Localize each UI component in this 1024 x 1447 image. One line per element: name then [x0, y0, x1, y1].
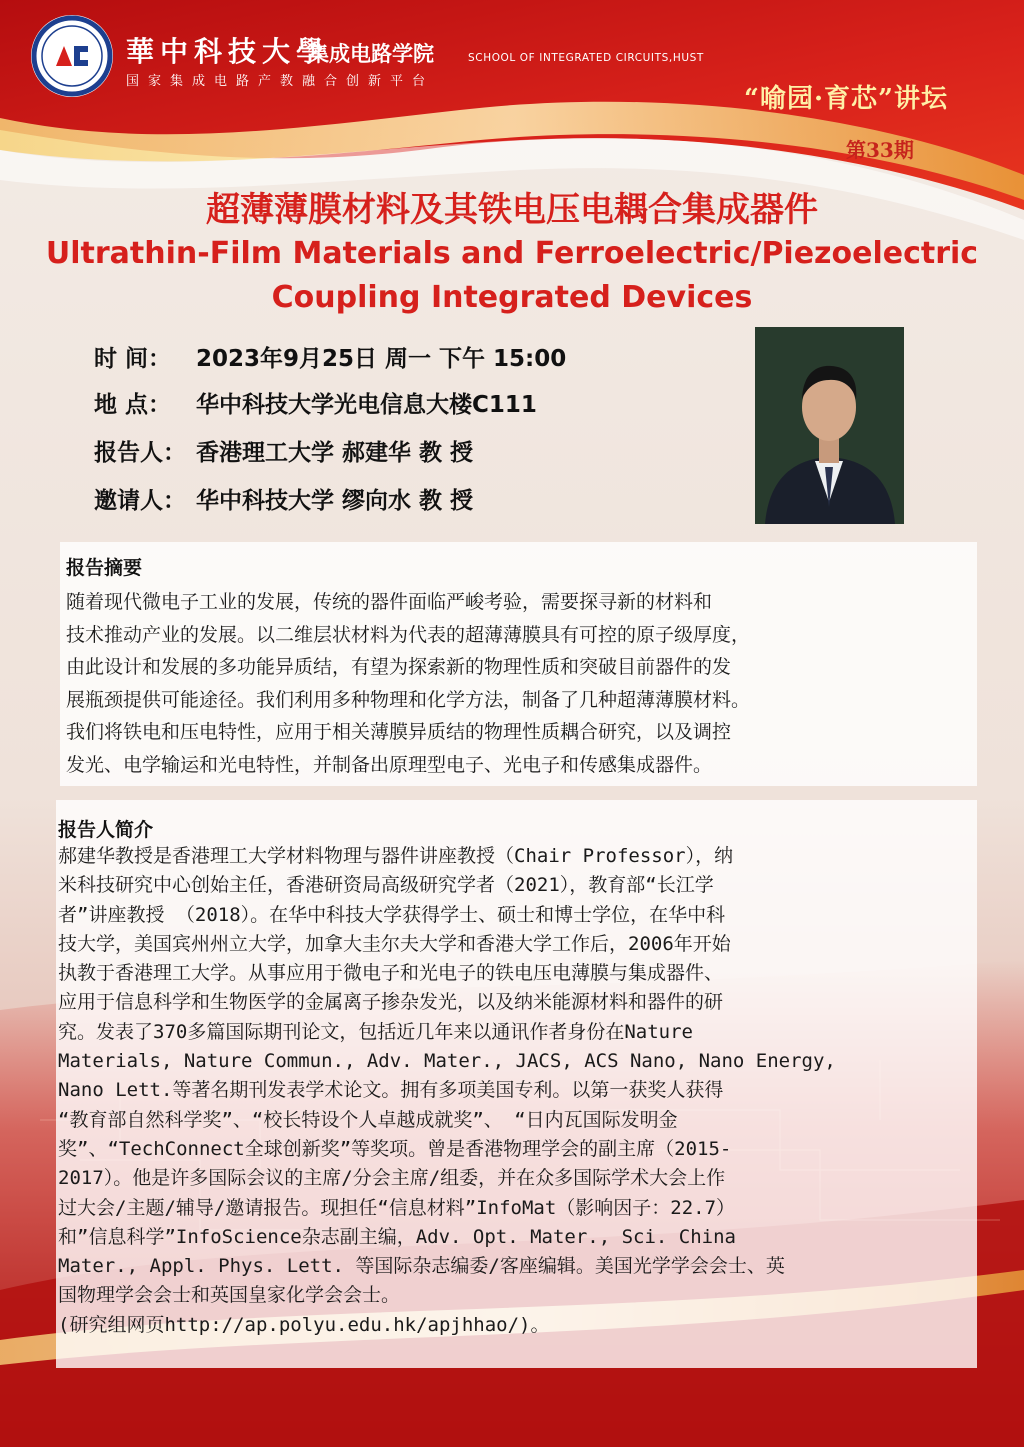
- abstract-line: 展瓶颈提供可能途径。我们利用多种物理和化学方法，制备了几种超薄薄膜材料。: [66, 688, 751, 711]
- speaker-label: 报告人：: [94, 440, 186, 466]
- title-english-line: Coupling Integrated Devices: [271, 280, 753, 315]
- abstract-line: 由此设计和发展的多功能异质结，有望为探索新的物理性质和突破目前器件的发: [66, 656, 732, 678]
- inviter-label: 邀请人：: [94, 488, 186, 514]
- bio-line: 2017）。他是许多国际会议的主席/分会主席/组委，并在众多国际学术大会上作: [58, 1167, 726, 1190]
- lecture-title-english: [0, 232, 1024, 320]
- bio-line: 执教于香港理工大学。从事应用于微电子和光电子的铁电压电薄膜与集成器件、: [58, 962, 724, 985]
- school-name: 集成电路学院: [308, 42, 434, 66]
- time-label: 时 间：: [94, 346, 172, 372]
- bio-line: 技大学，美国宾州州立大学，加拿大圭尔夫大学和香港大学工作后，2006年开始: [58, 932, 731, 955]
- abstract-line: 技术推动产业的发展。以二维层状材料为代表的超薄薄膜具有可控的原子级厚度，: [66, 623, 751, 646]
- bio-line: Mater., Appl. Phys. Lett. 等国际杂志编委/客座编辑。美国光学学会会士、英: [58, 1255, 785, 1278]
- bio-line: 米科技研究中心创始主任，香港研资局高级研究学者（2021），教育部“长江学: [58, 874, 714, 897]
- place-value: 华中科技大学光电信息大楼C111: [196, 392, 537, 418]
- bio-line: 者”讲座教授 （2018）。在华中科技大学获得学士、硕士和博士学位，在华中科: [58, 903, 726, 926]
- bio-line: 奖”、“TechConnect全球创新奖”等奖项。曾是香港物理学会的副主席（2015-: [58, 1137, 732, 1160]
- speaker-value: 香港理工大学 郝建华 教 授: [196, 440, 474, 466]
- bio-line: 国物理学会会士和英国皇家化学会会士。: [58, 1284, 401, 1307]
- bio-line: 应用于信息科学和生物医学的金属离子掺杂发光，以及纳米能源材料和器件的研: [58, 991, 724, 1014]
- place-row: [94, 386, 537, 419]
- abstract-heading: 报告摘要: [66, 557, 143, 579]
- bio-text: [58, 842, 836, 1340]
- bio-line: (研究组网页http://ap.polyu.edu.hk/apjhhao/)。: [58, 1313, 550, 1336]
- bio-line: 郝建华教授是香港理工大学材料物理与器件讲座教授（Chair Professor），纳: [58, 845, 734, 867]
- bio-line: 和”信息科学”InfoScience杂志副主编，Adv. Opt. Mater., Sci. China: [58, 1225, 736, 1248]
- title-english-line: Ultrathin-Film Materials and Ferroelectric/Piezoelectric: [45, 236, 979, 271]
- bio-line: 究。发表了370多篇国际期刊论文，包括近几年来以通讯作者身份在Nature: [58, 1020, 693, 1043]
- abstract-line: 我们将铁电和压电特性，应用于相关薄膜异质结的物理性质耦合研究，以及调控: [66, 721, 732, 743]
- abstract-line: 随着现代微电子工业的发展，传统的器件面临严峻考验，需要探寻新的材料和: [66, 591, 713, 613]
- bio-line: Materials, Nature Commun., Adv. Mater., JACS, ACS Nano, Nano Energy,: [58, 1050, 836, 1073]
- bio-line: 过大会/主题/辅导/邀请报告。现担任“信息材料”InfoMat（影响因子：22.7）: [58, 1196, 736, 1219]
- place-label: 地 点：: [94, 392, 172, 418]
- abstract-line: 发光、电学输运和光电特性，并制备出原理型电子、光电子和传感集成器件。: [66, 753, 713, 776]
- university-name: 華中科技大學: [126, 35, 331, 68]
- bio-line: “教育部自然科学奖”、“校长特设个人卓越成就奖”、 “日内瓦国际发明金: [58, 1108, 678, 1131]
- speaker-row: [94, 434, 473, 467]
- abstract-text: [66, 586, 750, 781]
- issue-number: 第33期: [846, 138, 914, 162]
- forum-name: “喻园·育芯”讲坛: [744, 84, 948, 114]
- bio-heading: 报告人简介: [58, 819, 154, 841]
- hust-ic-logo: [30, 14, 114, 98]
- platform-name: 国家集成电路产教融合创新平台: [126, 74, 435, 89]
- inviter-row: [94, 482, 473, 515]
- inviter-value: 华中科技大学 缪向水 教 授: [196, 488, 474, 514]
- bio-line: Nano Lett.等著名期刊发表学术论文。拥有多项美国专利。以第一获奖人获得: [58, 1079, 724, 1102]
- time-row: [94, 340, 566, 373]
- lecture-title-chinese: 超薄薄膜材料及其铁电压电耦合集成器件: [206, 190, 818, 230]
- school-name-english: SCHOOL OF INTEGRATED CIRCUITS,HUST: [468, 52, 704, 64]
- time-value: 2023年9月25日 周一 下午 15:00: [196, 346, 567, 372]
- speaker-photo: [755, 327, 904, 524]
